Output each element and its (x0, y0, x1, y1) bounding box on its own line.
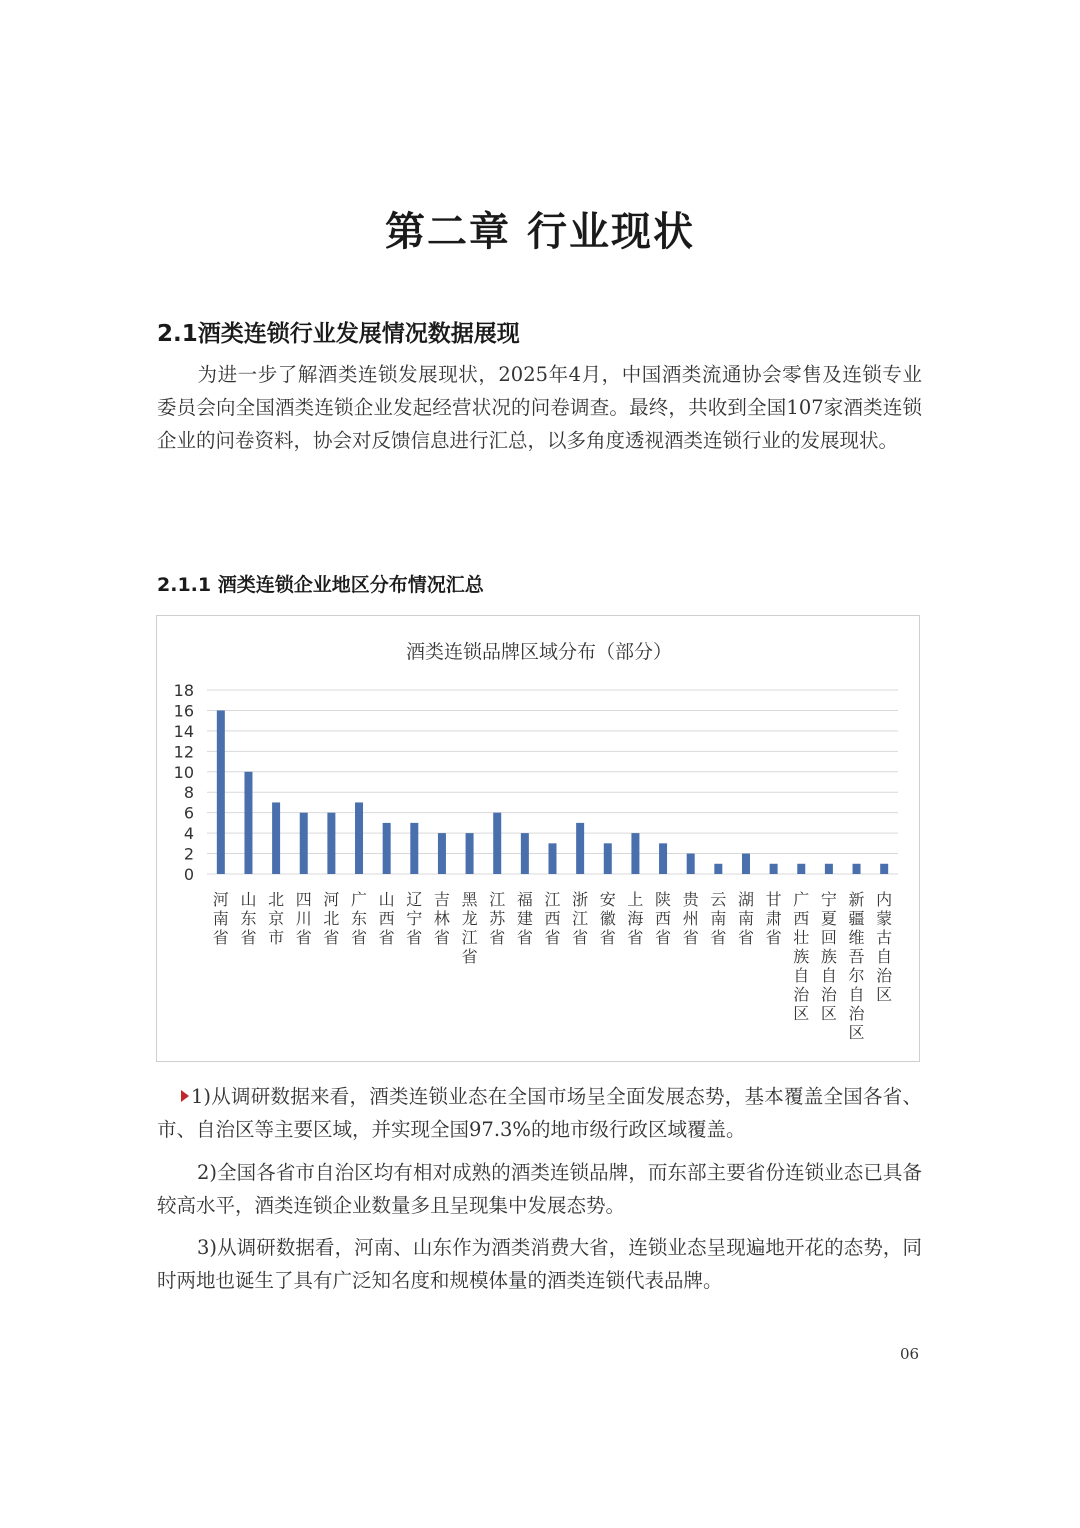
bar (327, 813, 335, 874)
x-tick-label: 贵州省 (682, 890, 699, 947)
x-tick-label: 内蒙古自治区 (876, 890, 893, 1004)
chapter-title: 第二章 行业现状 (385, 209, 695, 255)
bar (300, 813, 308, 874)
x-tick-label: 宁夏回族自治区 (820, 890, 837, 1023)
x-tick-label: 黑龙江省 (461, 890, 478, 966)
bar (355, 802, 363, 874)
x-tick-label: 云南省 (710, 890, 727, 947)
bullet-paragraph-2 (157, 1156, 922, 1222)
x-tick-label: 陕西省 (655, 890, 672, 947)
bar (825, 864, 833, 874)
bullet-text-3: 3)从调研数据看，河南、山东作为酒类消费大省，连锁业态呈现遍地开花的态势，同时两地也诞生了具有广泛知名度和规模体量的酒类连锁代表品牌。 (157, 1236, 922, 1292)
y-tick-label: 18 (173, 681, 194, 700)
chart-canvas (157, 616, 921, 1063)
y-tick-label: 12 (173, 742, 194, 762)
y-tick-label: 6 (183, 803, 194, 823)
x-tick-label: 上海省 (627, 890, 644, 947)
x-tick-label: 北京市 (268, 890, 285, 947)
bar (549, 843, 557, 874)
subsection-title: 2.1.1 酒类连锁企业地区分布情况汇总 (157, 574, 484, 596)
bar (659, 843, 667, 874)
bar (410, 823, 418, 874)
intro-text: 为进一步了解酒类连锁发展现状，2025年4月，中国酒类流通协会零售及连锁专业委员会向全国酒类连锁企业发起经营状况的问卷调查。最终，共收到全国107家酒类连锁企业的问卷资料，协会对反馈信息进行汇总，以多角度透视酒类连锁行业的发展现状。 (157, 363, 922, 452)
bar (631, 833, 639, 874)
bar (880, 864, 888, 874)
x-tick-label: 辽宁省 (406, 890, 423, 947)
y-tick-label: 8 (183, 783, 194, 803)
x-tick-label: 吉林省 (433, 890, 450, 947)
bar (714, 864, 722, 874)
x-tick-label: 浙江省 (572, 890, 589, 947)
x-tick-label: 江苏省 (489, 890, 506, 947)
y-tick-label: 16 (173, 701, 194, 721)
y-tick-label: 2 (183, 844, 194, 864)
intro-paragraph (157, 358, 922, 457)
bullet-paragraph-1 (157, 1080, 922, 1146)
x-tick-label: 福建省 (516, 890, 533, 947)
x-tick-label: 山西省 (378, 890, 395, 947)
y-tick-label: 14 (173, 721, 194, 741)
bar (742, 854, 750, 874)
bar (604, 843, 612, 874)
bar (493, 813, 501, 874)
bullet-text-1: 1)从调研数据来看，酒类连锁业态在全国市场呈全面发展态势，基本覆盖全国各省、市、自治区等主要区域，并实现全国97.3%的地市级行政区域覆盖。 (157, 1085, 922, 1141)
bar (770, 864, 778, 874)
bar (244, 772, 252, 874)
bar (687, 854, 695, 874)
x-tick-label: 河北省 (323, 890, 340, 947)
bar (853, 864, 861, 874)
bar-chart (156, 615, 920, 1062)
red-triangle-bullet-icon (181, 1090, 189, 1102)
bar (217, 710, 225, 874)
bar (466, 833, 474, 874)
chart-title: 酒类连锁品牌区域分布（部分） (405, 641, 673, 663)
bar (438, 833, 446, 874)
bar (383, 823, 391, 874)
bar (797, 864, 805, 874)
bar (272, 802, 280, 874)
bar (576, 823, 584, 874)
page-number: 06 (900, 1345, 920, 1363)
x-tick-label: 江西省 (544, 890, 561, 947)
y-tick-label: 4 (183, 824, 194, 844)
y-tick-label: 10 (173, 762, 194, 782)
x-tick-label: 新疆维吾尔自治区 (848, 890, 865, 1042)
y-tick-label: 0 (183, 865, 194, 884)
bar (521, 833, 529, 874)
x-tick-label: 河南省 (212, 890, 229, 947)
x-tick-label: 山东省 (240, 890, 257, 947)
bullet-text-2: 2)全国各省市自治区均有相对成熟的酒类连锁品牌，而东部主要省份连锁业态已具备较高水平，酒类连锁企业数量多且呈现集中发展态势。 (157, 1161, 922, 1217)
x-tick-label: 湖南省 (737, 890, 754, 947)
x-tick-label: 广东省 (351, 890, 368, 947)
section-title: 2.1酒类连锁行业发展情况数据展现 (157, 321, 520, 347)
x-tick-label: 四川省 (295, 890, 312, 947)
x-tick-label: 安徽省 (599, 890, 616, 947)
bullet-paragraph-3 (157, 1231, 922, 1297)
x-tick-label: 甘肃省 (765, 890, 782, 947)
x-tick-label: 广西壮族自治区 (793, 890, 810, 1023)
